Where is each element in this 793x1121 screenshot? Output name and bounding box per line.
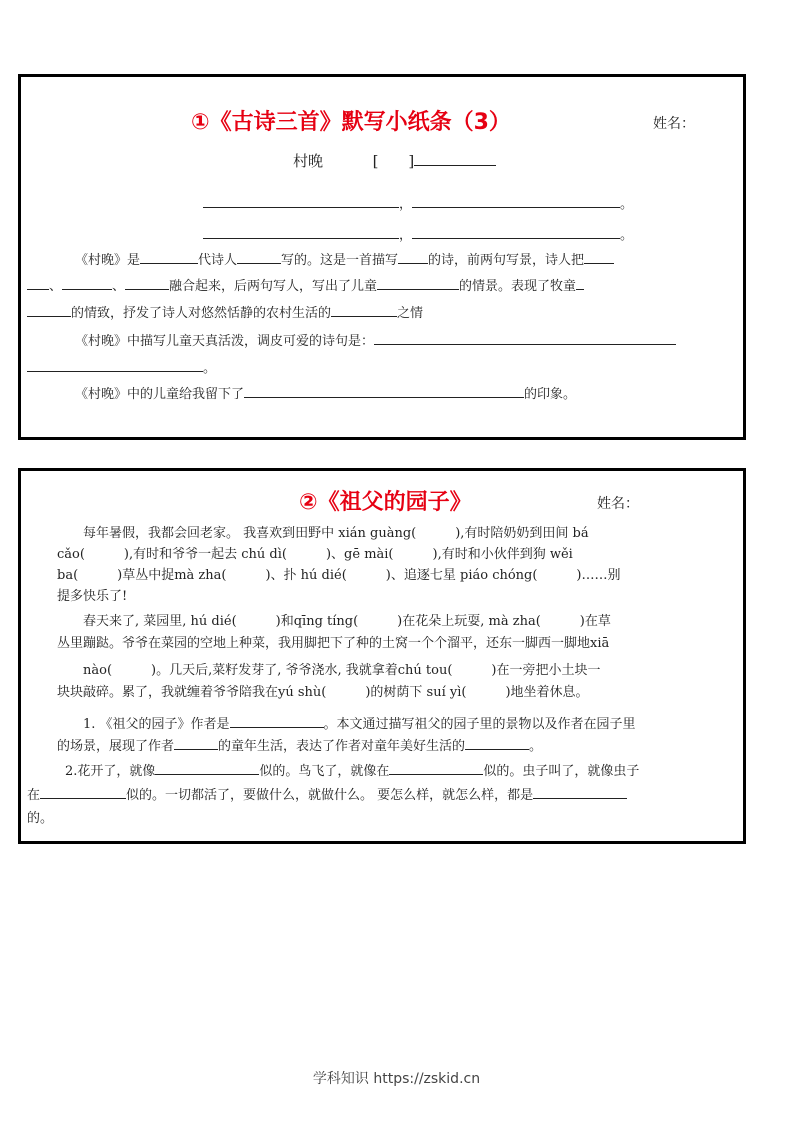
s2-q2-text-c: 似的。虫子叫了，就像虫子 xyxy=(483,764,640,779)
s2-q2-blank-4[interactable] xyxy=(533,784,627,799)
q2-blank-verse-cont[interactable] xyxy=(27,357,203,372)
period: 。 xyxy=(620,228,634,243)
q1-text-e: 、 xyxy=(49,279,63,294)
s2-q2-blank-3[interactable] xyxy=(40,784,126,799)
q2-text-a: 《村晚》中描写儿童天真活泼，调皮可爱的诗句是： xyxy=(75,334,375,349)
p1-line4: 提多快乐了! xyxy=(57,589,128,604)
s2-q2-text-f: 的。 xyxy=(27,811,54,826)
poem-line2-b-blank[interactable] xyxy=(412,224,620,239)
name-label: 姓名： xyxy=(653,116,695,132)
s2-q2-blank-1[interactable] xyxy=(155,760,259,775)
s2-q1-text-a: 1. 《祖父的园子》作者是 xyxy=(83,717,230,732)
s2-q1-text-e: 。 xyxy=(529,739,543,754)
author-bracket: [ ] xyxy=(372,152,415,170)
name-label: 姓名： xyxy=(597,496,639,512)
q1-blank-mood[interactable] xyxy=(27,302,71,317)
q1-blank-item3[interactable] xyxy=(125,275,169,290)
q1-text-a: 《村晚》是 xyxy=(75,253,141,268)
reading-card xyxy=(18,468,746,844)
q1-blank-item1[interactable] xyxy=(584,249,614,264)
s2-q2-text-b: 似的。鸟飞了，就像在 xyxy=(259,764,390,779)
q1-blank-poet[interactable] xyxy=(237,249,281,264)
comma: ， xyxy=(399,228,413,243)
s2-q2-blank-2[interactable] xyxy=(389,760,483,775)
q1-text-g: 融合起来，后两句写人，写出了儿童 xyxy=(169,279,378,294)
q1-blank-feeling[interactable] xyxy=(331,302,397,317)
s2-q1-blank-author[interactable] xyxy=(230,713,324,728)
p2-line2: 丛里蹦跶。爷爷在菜园的空地上种菜，我用脚把下了种的土窝一个个溜平，还东一脚西一脚地xiā xyxy=(57,636,610,651)
q2-text-b: 。 xyxy=(203,361,217,376)
s2-q1-blank-life[interactable] xyxy=(174,735,218,750)
s2-q2-text-a: 2.花开了，就像 xyxy=(65,764,156,779)
p1-line3: ba( )草丛中捉mà zha( )、扑 hú dié( )、追逐七星 piáo chóng( )……别 xyxy=(57,568,621,583)
period: 。 xyxy=(620,197,634,212)
q1-blank-dynasty[interactable] xyxy=(140,249,198,264)
q3-blank-impression[interactable] xyxy=(244,383,524,398)
q1-blank-cowherd[interactable] xyxy=(576,275,584,290)
poem-dictation-card xyxy=(18,74,746,440)
dynasty-blank[interactable] xyxy=(414,151,496,166)
s2-q2-text-e: 似的。一切都活了，要做什么，就做什么。 要怎么样，就怎么样，都是 xyxy=(126,788,534,803)
s2-q2-text-d: 在 xyxy=(27,788,41,803)
p2-line3: nào( )。几天后,菜籽发芽了, 爷爷浇水, 我就拿着chú tou( )在一旁把小土块一 xyxy=(83,663,601,678)
q1-blank-children[interactable] xyxy=(377,275,459,290)
q3-text-b: 的印象。 xyxy=(524,387,577,402)
s2-q1-text-b: 。本文通过描写祖父的园子里的景物以及作者在园子里 xyxy=(323,717,636,732)
s2-q1-blank-feeling[interactable] xyxy=(465,735,529,750)
poem-line1-b-blank[interactable] xyxy=(412,193,620,208)
q1-text-h: 的情景。表现了牧童 xyxy=(459,279,577,294)
poem-line1-a-blank[interactable] xyxy=(203,193,399,208)
p1-line2: cǎo( ),有时和爷爷一起去 chú dì( )、gē mài( ),有时和小伙伴到狗 wěi xyxy=(57,547,573,562)
poem-title: 村晚 xyxy=(293,152,324,170)
q1-text-f: 、 xyxy=(112,279,126,294)
q2-blank-verse[interactable] xyxy=(374,330,676,345)
comma: ， xyxy=(399,197,413,212)
s2-q1-text-c: 的场景，展现了作者 xyxy=(57,739,175,754)
q1-blank-scene[interactable] xyxy=(398,249,428,264)
p2-line4: 块块敲碎。累了，我就缠着爷爷陪我在yú shù( )的树荫下 suí yì( )地坐着休息。 xyxy=(57,685,589,700)
q1-blank-item2[interactable] xyxy=(62,275,112,290)
poem-line2-a-blank[interactable] xyxy=(203,224,399,239)
q1-text-j: 之情 xyxy=(397,306,424,321)
q1-text-b: 代诗人 xyxy=(198,253,238,268)
footer-watermark: 学科知识 https://zskid.cn xyxy=(312,1071,481,1087)
q1-text-d: 的诗，前两句写景，诗人把 xyxy=(428,253,585,268)
p1-line1: 每年暑假，我都会回老家。 我喜欢到田野中 xián guàng( ),有时陪奶奶到田间 bá xyxy=(83,526,589,541)
q1-blank-item1b[interactable] xyxy=(27,275,49,290)
s2-q1-text-d: 的童年生活，表达了作者对童年美好生活的 xyxy=(218,739,466,754)
q1-text-c: 写的。这是一首描写 xyxy=(281,253,399,268)
p2-line1: 春天来了, 菜园里, hú dié( )和qīng tíng( )在花朵上玩耍, mà zha( )在草 xyxy=(83,614,611,629)
section2-title: ②《祖父的园子》 xyxy=(299,490,472,515)
q1-text-i: 的情致，抒发了诗人对悠然恬静的农村生活的 xyxy=(71,306,332,321)
section1-title: ①《古诗三首》默写小纸条（3） xyxy=(191,110,511,135)
q3-text-a: 《村晚》中的儿童给我留下了 xyxy=(75,387,245,402)
